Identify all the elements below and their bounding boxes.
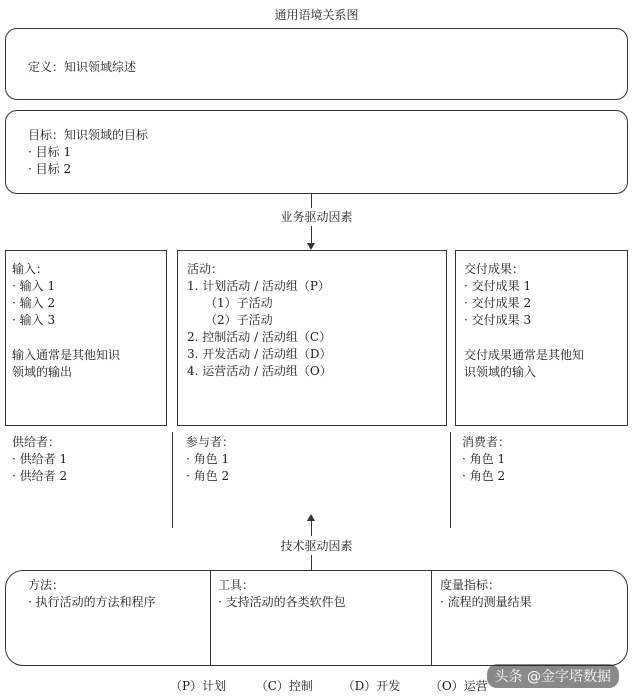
consumer-item: · 角色 1	[462, 451, 510, 468]
inputs-heading: 输入：	[12, 262, 49, 276]
legend	[170, 677, 488, 694]
goals-heading: 目标：知识领域的目标	[28, 128, 149, 142]
consumers-heading: 消费者：	[462, 435, 511, 449]
business-driver-arrowhead	[307, 243, 315, 250]
inputs-note: 输入通常是其他知识	[12, 348, 121, 362]
watermark: 头条 @金字塔数据	[487, 664, 619, 688]
business-drivers-label: 业务驱动因素	[280, 210, 353, 224]
tool-item: · 支持活动的各类软件包	[218, 594, 346, 611]
legend-develop: （D）开发	[342, 679, 401, 693]
enablers-divider	[431, 571, 432, 665]
activity-line: 2. 控制活动 / 活动组（C）	[187, 330, 332, 344]
metrics-heading: 度量指标：	[440, 578, 501, 592]
deliverable-item: · 交付成果 3	[464, 312, 584, 329]
participant-item: · 角色 2	[186, 468, 234, 485]
definition-box	[5, 28, 628, 100]
activities-box	[177, 250, 447, 426]
divider-left	[172, 432, 173, 528]
activities-heading: 活动：	[187, 262, 224, 276]
legend-plan: （P）计划	[170, 679, 227, 693]
goal-item: · 目标 2	[28, 161, 148, 178]
participant-item: · 角色 1	[186, 451, 234, 468]
definition-text: 定义：知识领域综述	[28, 60, 137, 74]
input-item: · 输入 2	[12, 295, 120, 312]
deliverable-item: · 交付成果 2	[464, 295, 584, 312]
tools-section	[218, 577, 346, 611]
participants-section	[186, 434, 234, 485]
consumers-section	[462, 434, 510, 485]
technical-driver-arrow-shaft	[311, 520, 312, 536]
activity-line: （2）子活动	[205, 313, 273, 327]
suppliers-section	[12, 434, 67, 485]
input-item: · 输入 1	[12, 278, 120, 295]
activity-line: 1. 计划活动 / 活动组（P）	[187, 279, 331, 293]
legend-operate: （O）运营	[429, 679, 488, 693]
business-driver-arrow-shaft	[311, 226, 312, 244]
deliverable-item: · 交付成果 1	[464, 278, 584, 295]
deliverables-note: 识领域的输入	[464, 365, 537, 379]
methods-section	[28, 577, 156, 611]
metrics-section	[440, 577, 532, 611]
enablers-box	[5, 570, 628, 666]
legend-control: （C）控制	[255, 679, 313, 693]
consumer-item: · 角色 2	[462, 468, 510, 485]
deliverables-note: 交付成果通常是其他知	[464, 348, 585, 362]
inputs-note: 领域的输出	[12, 365, 73, 379]
technical-driver-line	[311, 555, 312, 570]
activity-line: 4. 运营活动 / 活动组（O）	[187, 364, 332, 378]
enablers-divider	[210, 571, 211, 665]
business-driver-line	[311, 194, 312, 208]
inputs-box	[5, 250, 167, 426]
methods-heading: 方法：	[28, 578, 65, 592]
method-item: · 执行活动的方法和程序	[28, 594, 156, 611]
goals-box	[5, 110, 628, 194]
supplier-item: · 供给者 1	[12, 451, 67, 468]
deliverables-box	[455, 250, 628, 426]
metric-item: · 流程的测量结果	[440, 594, 532, 611]
activity-line: 3. 开发活动 / 活动组（D）	[187, 347, 332, 361]
diagram-title: 通用语境关系图	[274, 8, 359, 22]
activity-line: （1）子活动	[205, 296, 273, 310]
suppliers-heading: 供给者：	[12, 435, 61, 449]
deliverables-heading: 交付成果：	[464, 262, 525, 276]
divider-right	[450, 432, 451, 528]
technical-drivers-label: 技术驱动因素	[280, 539, 353, 553]
tools-heading: 工具：	[218, 578, 255, 592]
participants-heading: 参与者：	[186, 435, 235, 449]
goal-item: · 目标 1	[28, 144, 148, 161]
supplier-item: · 供给者 2	[12, 468, 67, 485]
input-item: · 输入 3	[12, 312, 120, 329]
